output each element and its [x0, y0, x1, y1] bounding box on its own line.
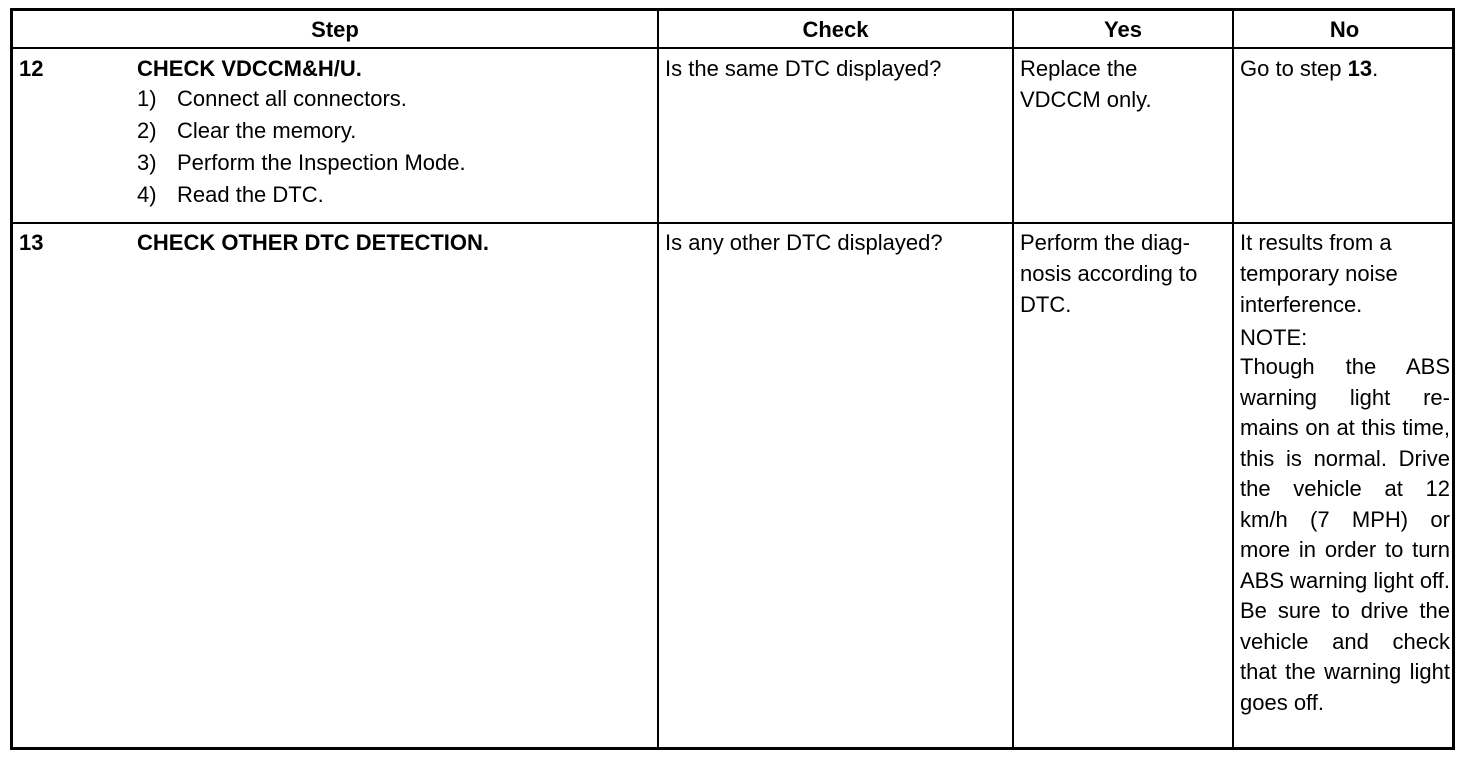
no-action: Go to step 13.: [1240, 56, 1379, 81]
step-title: CHECK VDCCM&H/U.: [137, 56, 362, 81]
yes-action: Perform the diag- nosis according to DTC.: [1020, 230, 1198, 317]
row-divider: [13, 222, 1452, 224]
no-action: It results from a temporary noise interference.: [1240, 230, 1398, 317]
step-number: 12: [19, 56, 44, 81]
yes-action: Replace the VDCCM only.: [1020, 56, 1152, 112]
header-yes: Yes: [1104, 17, 1142, 42]
note-text: Though the ABS warning light re- mains on at this time, this is normal. Drive the vehicle at 12 km/h (7 MPH) or more in order to turn ABS warning light off. Be sure to drive the vehicle and check that the warning light goes off.: [1240, 354, 1450, 715]
list-item: 2) Clear the memory.: [137, 118, 357, 143]
list-item: 4) Read the DTC.: [137, 182, 324, 207]
column-divider: [1012, 11, 1014, 747]
header-no: No: [1329, 17, 1360, 42]
step-number: 13: [19, 230, 44, 255]
header-step: Step: [311, 17, 359, 42]
note-label: NOTE:: [1240, 325, 1308, 350]
column-divider: [1232, 11, 1234, 747]
list-item: 3) Perform the Inspection Mode.: [137, 150, 466, 175]
check-question: Is the same DTC displayed?: [665, 56, 942, 81]
step-title: CHECK OTHER DTC DETECTION.: [137, 230, 489, 255]
column-divider: [657, 11, 659, 747]
substep-list: [137, 83, 466, 211]
check-question: Is any other DTC displayed?: [665, 230, 943, 255]
header-check: Check: [802, 17, 869, 42]
diagnostic-table: [10, 8, 1455, 750]
list-item: 1) Connect all connectors.: [137, 86, 407, 111]
